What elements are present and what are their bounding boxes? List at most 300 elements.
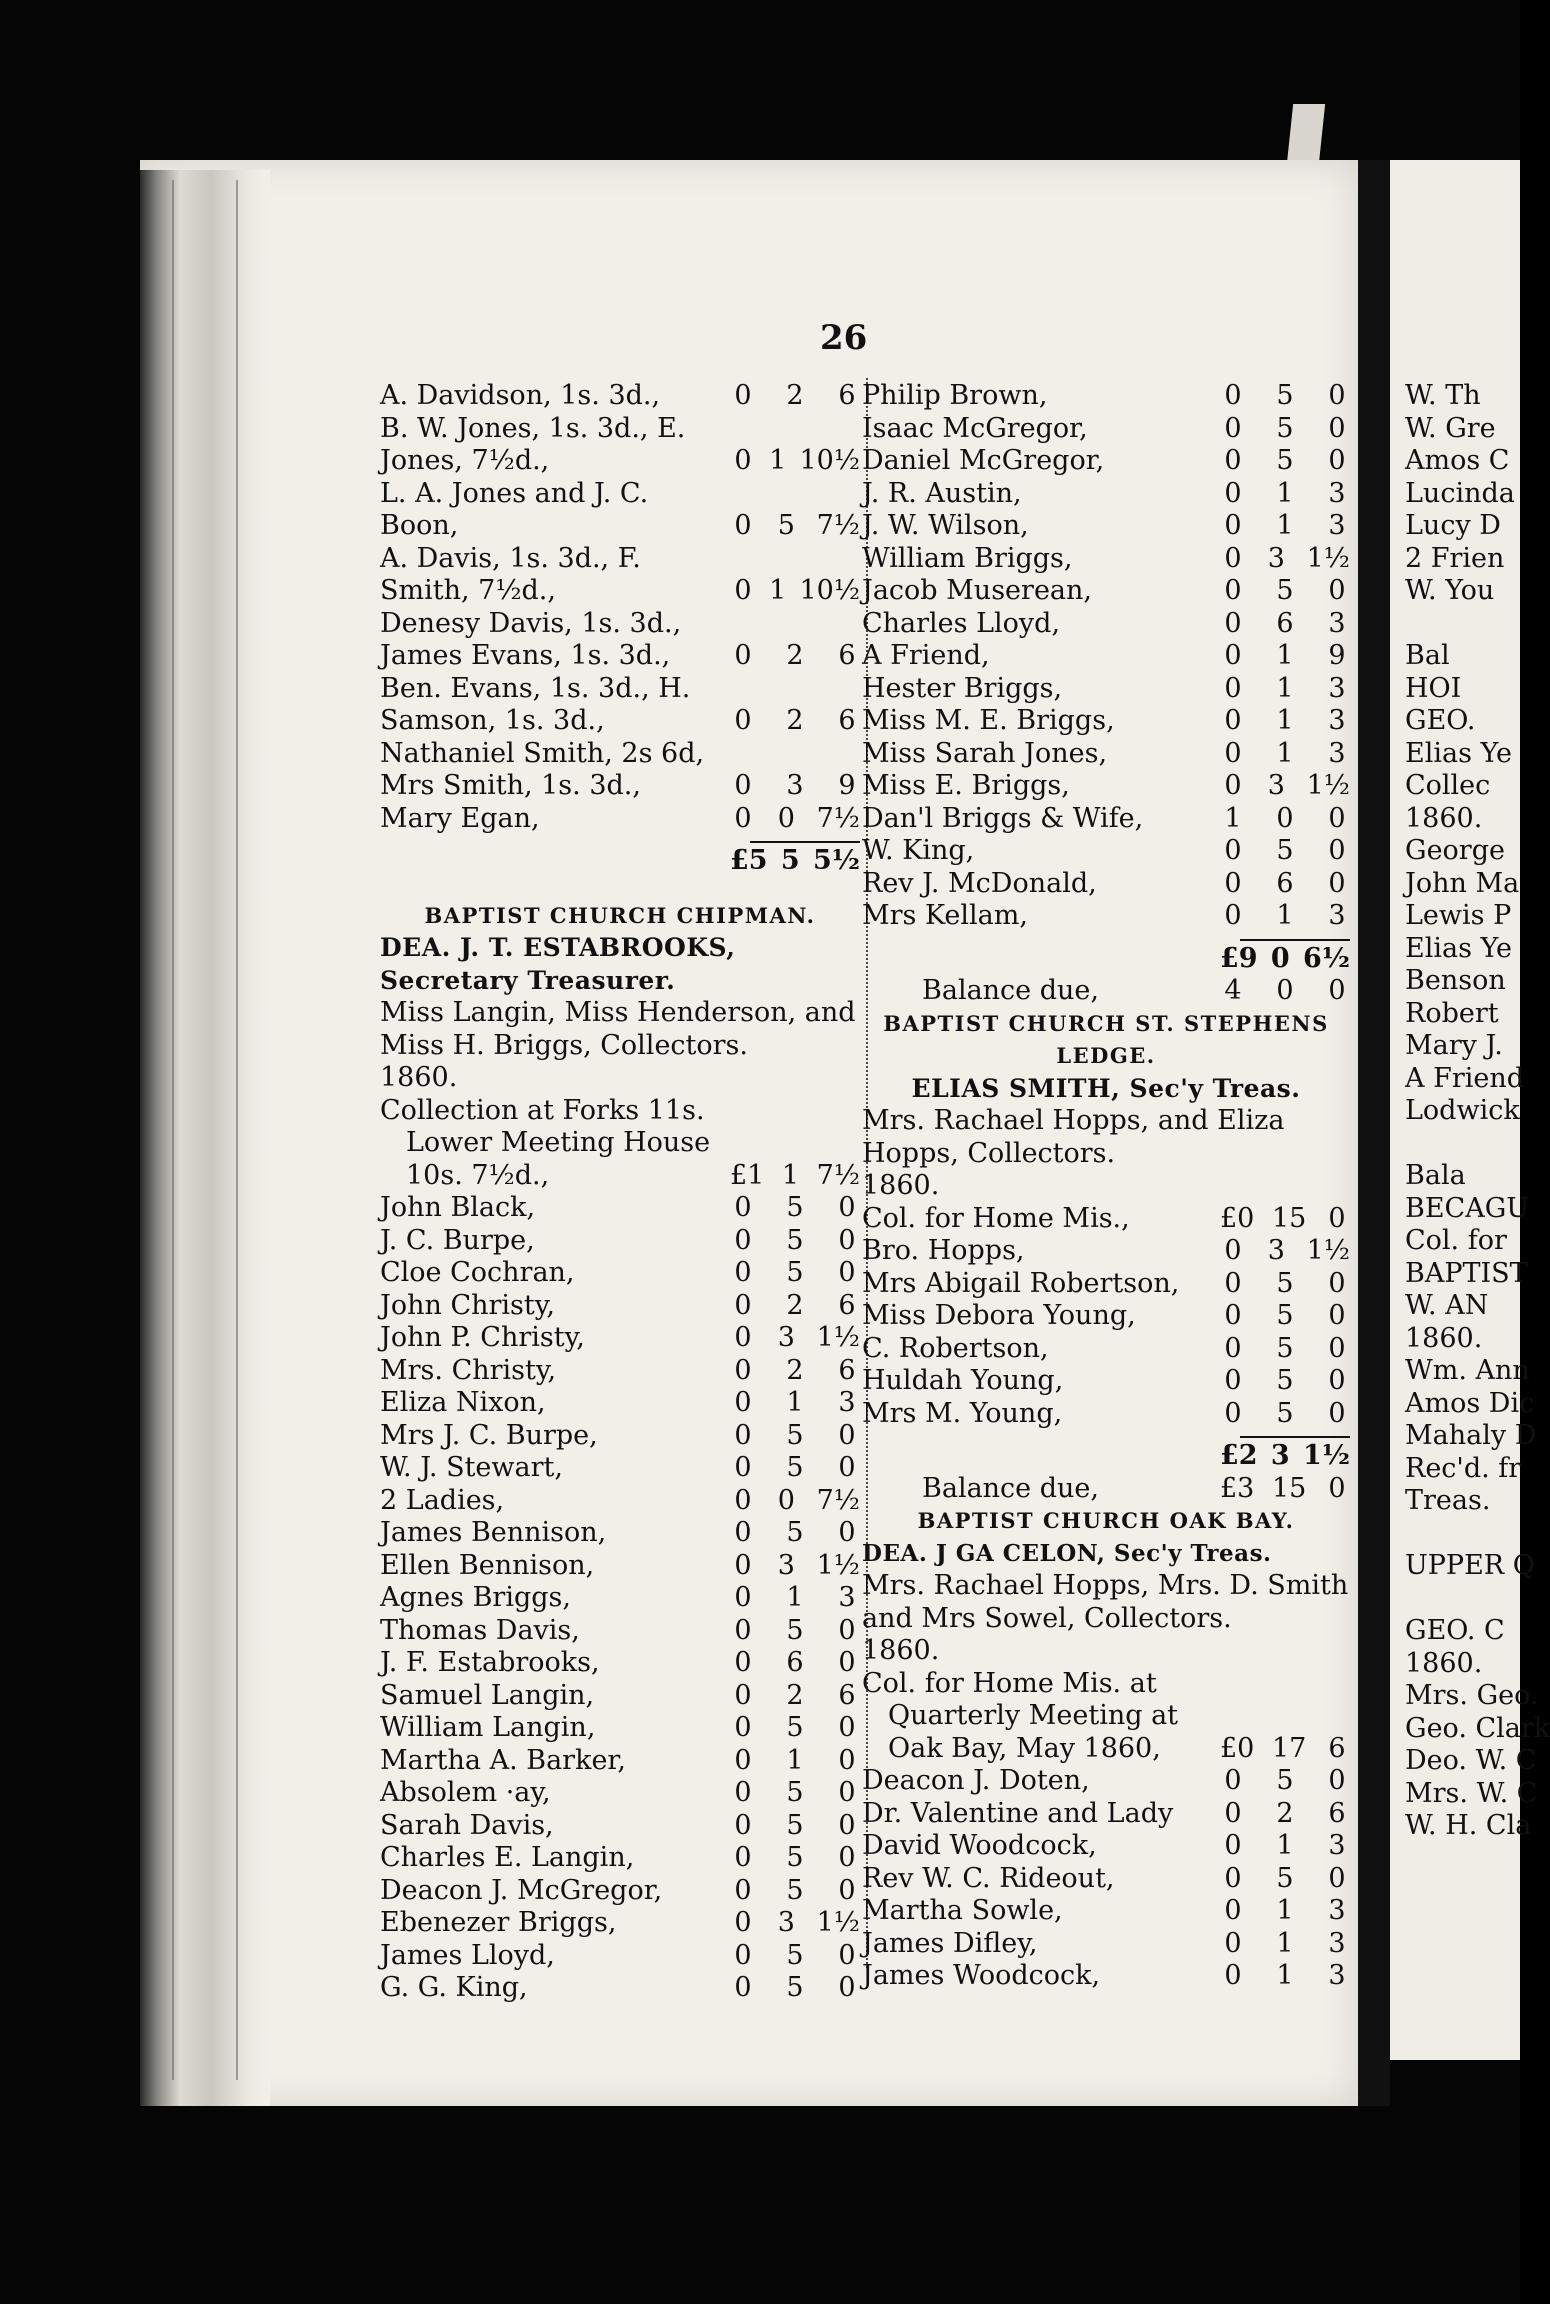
- right-fragment-line: George: [1405, 835, 1505, 866]
- right-fragment-line: W. Gre: [1405, 412, 1496, 444]
- balance-entry: [862, 1473, 1350, 1506]
- amount-pounds: 0: [734, 1647, 752, 1678]
- amount: [730, 1452, 860, 1485]
- entry-name: Col. for Home Mis.,: [862, 1202, 1130, 1234]
- right-fragment-line: Lodwick: [1405, 1095, 1520, 1126]
- amount-shillings: 5: [780, 845, 800, 876]
- amount-pence: 0: [838, 1419, 856, 1451]
- secretary-line: DEA. J GA CELON, Sec'y Treas.: [862, 1539, 1272, 1567]
- amount-shillings: 3: [777, 1322, 795, 1353]
- amount-pounds: 0: [734, 1744, 752, 1776]
- amount: [730, 1387, 860, 1420]
- amount-pounds: £0: [1220, 1732, 1255, 1764]
- right-fragment-line: W. AN: [1405, 1290, 1489, 1321]
- amount-shillings: 5: [1276, 445, 1294, 476]
- right-fragment-line: Mrs. Geo.: [1405, 1680, 1539, 1711]
- amount: [730, 510, 860, 543]
- right-fragment-line: [1405, 1583, 1520, 1616]
- entry-row: [862, 510, 1350, 543]
- entry-name: J. W. Wilson,: [862, 510, 1029, 541]
- entry-name: C. Robertson,: [862, 1332, 1049, 1364]
- amount-shillings: 1: [1276, 737, 1294, 769]
- amount: [1220, 413, 1350, 446]
- amount-shillings: 3: [1267, 542, 1285, 574]
- amount-pounds: 0: [734, 510, 752, 541]
- entry-row: [862, 413, 1350, 446]
- amount: [1220, 575, 1350, 608]
- amount-shillings: 1: [1276, 477, 1294, 509]
- right-fragment-line: Treas.: [1405, 1485, 1491, 1516]
- entry-row: [862, 380, 1350, 413]
- collection-line: Collection at Forks 11s.: [380, 1094, 705, 1126]
- amount-pence: 0: [838, 1939, 856, 1971]
- section-heading: BAPTIST CHURCH OAK BAY.: [917, 1508, 1295, 1533]
- amount-pounds: £9: [1220, 942, 1258, 974]
- amount: [1220, 1300, 1350, 1333]
- right-fragment-line: Lewis P: [1405, 900, 1512, 931]
- amount-pounds: 0: [734, 1387, 752, 1418]
- amount-pence: 0: [1328, 802, 1346, 834]
- entry-name: Miss Sarah Jones,: [862, 737, 1108, 769]
- amount-pence: 10½: [799, 445, 860, 476]
- amount-shillings: 5: [786, 1874, 804, 1906]
- entry-row: [380, 1290, 860, 1323]
- entry-row: [862, 1333, 1350, 1366]
- right-fragment-line: Deo. W. C: [1405, 1745, 1537, 1776]
- amount: [1220, 478, 1350, 511]
- amount-shillings: 0: [1276, 802, 1294, 834]
- entry-name: Philip Brown,: [862, 380, 1048, 411]
- entry-row: [862, 803, 1350, 836]
- amount-pounds: 0: [1224, 705, 1242, 736]
- entry-row: [380, 1550, 860, 1583]
- right-fragment-line: Collec: [1405, 770, 1491, 801]
- amount: [1220, 943, 1350, 976]
- right-fragment-line: A Friend: [1405, 1062, 1525, 1094]
- entry-name: Eliza Nixon,: [380, 1387, 546, 1418]
- amount-shillings: 1: [781, 1159, 800, 1191]
- amount-pence: 0: [1328, 867, 1346, 899]
- amount-pounds: 0: [734, 1257, 752, 1288]
- entry-row: [862, 1765, 1350, 1798]
- amount-pence: 0: [838, 1257, 856, 1288]
- amount-shillings: 5: [1276, 1365, 1294, 1396]
- entry-row: [862, 1895, 1350, 1928]
- entry-row: [380, 1647, 860, 1680]
- right-fragment-line: Mary J.: [1405, 1030, 1503, 1061]
- amount: [1220, 803, 1350, 836]
- right-fragment-line: [1405, 608, 1520, 641]
- book-gutter: [1358, 160, 1390, 2106]
- amount: [730, 1810, 860, 1843]
- amount: [1220, 1960, 1350, 1993]
- amount-shillings: 5: [1276, 1300, 1294, 1331]
- right-fragment-line: [1405, 1518, 1520, 1551]
- entry-name: Rev J. McDonald,: [862, 867, 1097, 899]
- entry-row: [862, 1398, 1350, 1431]
- entry-row: [862, 738, 1350, 771]
- entry-name: John Christy,: [380, 1289, 555, 1321]
- collectors-line: Miss Langin, Miss Henderson, and Miss H. Briggs, Collectors.: [380, 997, 856, 1061]
- amount-pounds: 0: [1224, 867, 1242, 899]
- right-fragment-line: Bala: [1405, 1160, 1466, 1191]
- entry-row: [380, 1355, 860, 1388]
- amount-shillings: 15: [1272, 1472, 1307, 1504]
- amount-pence: 6: [838, 1354, 856, 1386]
- secretary-line: DEA. J. T. ESTABROOKS, Secretary Treasurer.: [380, 933, 736, 995]
- balance-entry: [862, 975, 1350, 1008]
- amount-shillings: 1: [769, 575, 787, 606]
- entry-row: [380, 1615, 860, 1648]
- amount-pounds: 0: [1224, 607, 1242, 639]
- section-heading: BAPTIST CHURCH ST. STEPHENS LEDGE.: [883, 1010, 1329, 1068]
- entry-row: [380, 738, 860, 803]
- amount-pounds: 0: [734, 1614, 752, 1646]
- amount-pence: 0: [1328, 380, 1346, 411]
- amount-shillings: 5: [786, 1419, 804, 1451]
- amount-pounds: 0: [1224, 412, 1242, 444]
- entry-row: [380, 1387, 860, 1420]
- amount-pounds: 0: [1224, 1365, 1242, 1396]
- entry-row: [862, 900, 1350, 933]
- entry-row: [862, 1365, 1350, 1398]
- entry-row: [380, 1810, 860, 1843]
- collection-line: Col. for Home Mis. at: [862, 1667, 1157, 1699]
- amount-shillings: 1: [769, 445, 787, 476]
- amount: [1220, 1365, 1350, 1398]
- amount-pounds: 0: [1224, 477, 1242, 509]
- amount-shillings: 3: [1267, 770, 1285, 801]
- middle-entries-a: [862, 380, 1350, 933]
- amount: [1220, 640, 1350, 673]
- amount-pence: 7½: [816, 1159, 860, 1191]
- amount-shillings: 1: [1276, 672, 1294, 704]
- right-fragment-line: Lucy D: [1405, 510, 1501, 541]
- right-fragment-line: 1860.: [1405, 1647, 1483, 1679]
- amount-shillings: 3: [1267, 1235, 1285, 1266]
- amount: [1220, 608, 1350, 641]
- amount-pounds: 0: [1224, 1927, 1242, 1959]
- entry-row: [862, 1300, 1350, 1333]
- entry-name: James Lloyd,: [380, 1939, 555, 1971]
- amount-pence: 6: [1328, 1732, 1346, 1764]
- middle-entries-c: [862, 1765, 1350, 1993]
- amount-shillings: 5: [786, 1452, 804, 1483]
- amount-pounds: 0: [1224, 640, 1242, 671]
- amount-pence: 5½: [813, 845, 860, 876]
- entry-row: [380, 1842, 860, 1875]
- sum-rule: [1240, 939, 1350, 941]
- entry-name: Denesy Davis, 1s. 3d., James Evans, 1s. 3d.,: [380, 607, 682, 671]
- amount-shillings: 5: [786, 1712, 804, 1743]
- entry-name: David Woodcock,: [862, 1830, 1097, 1861]
- amount-pounds: 1: [1224, 802, 1242, 834]
- amount: [730, 575, 860, 608]
- amount: [730, 845, 860, 878]
- amount-pounds: 0: [1224, 510, 1242, 541]
- amount-pence: 0: [1328, 1397, 1346, 1429]
- entry-name: Charles Lloyd,: [862, 607, 1061, 639]
- entry-row: [380, 1452, 860, 1485]
- amount-shillings: 5: [786, 1517, 804, 1548]
- amount-shillings: 1: [786, 1387, 804, 1418]
- entry-name: Mary Egan,: [380, 802, 540, 834]
- amount: [730, 1322, 860, 1355]
- amount: [730, 770, 860, 803]
- amount-pounds: 0: [734, 1679, 752, 1711]
- amount: [730, 1875, 860, 1908]
- amount-shillings: 5: [786, 1842, 804, 1873]
- amount-pence: 0: [1328, 1765, 1346, 1796]
- amount-pence: 9: [838, 770, 856, 801]
- amount: [1220, 1798, 1350, 1831]
- amount: [730, 1192, 860, 1225]
- entry-row: [380, 1582, 860, 1615]
- amount: [730, 1160, 860, 1193]
- right-fragment-line: Wm. Ann: [1405, 1355, 1530, 1386]
- amount: [730, 1290, 860, 1323]
- collection-line: Lower Meeting House: [406, 1127, 711, 1158]
- amount-pounds: 0: [734, 1549, 752, 1581]
- amount-pence: 6½: [1303, 942, 1350, 974]
- amount-pence: 3: [1328, 672, 1346, 704]
- entry-row: [862, 1928, 1350, 1961]
- amount: [1220, 770, 1350, 803]
- amount: [730, 705, 860, 738]
- amount-pence: 0: [838, 1972, 856, 2003]
- amount-shillings: 5: [786, 1777, 804, 1808]
- amount-pence: 7½: [816, 1484, 860, 1516]
- entry-name: Deacon J. Doten,: [862, 1765, 1090, 1796]
- amount: [1220, 1440, 1350, 1473]
- entry-name: Martha A. Barker,: [380, 1744, 626, 1776]
- amount-pence: 6: [838, 705, 856, 736]
- entry-name: L. A. Jones and J. C. Boon,: [380, 477, 649, 541]
- amount-pence: 3: [1328, 607, 1346, 639]
- entry-row: [380, 1777, 860, 1810]
- amount: [730, 1485, 860, 1518]
- amount-pounds: 0: [1224, 445, 1242, 476]
- entry-row: [380, 1940, 860, 1973]
- amount: [1220, 1333, 1350, 1366]
- entry-name: J. F. Estabrooks,: [380, 1647, 600, 1678]
- amount-pounds: £3: [1220, 1472, 1255, 1504]
- amount-pounds: 0: [734, 1712, 752, 1743]
- right-fragment-line: UPPER Q: [1405, 1550, 1535, 1581]
- amount-pence: 3: [1328, 1895, 1346, 1926]
- entry-row: [380, 1485, 860, 1518]
- amount-shillings: 2: [786, 380, 804, 411]
- amount-shillings: 6: [1276, 607, 1294, 639]
- year-line: 1860.: [862, 1170, 940, 1201]
- amount-shillings: 3: [1270, 1440, 1290, 1471]
- entry-name: Isaac McGregor,: [862, 412, 1088, 444]
- amount-pence: 0: [1328, 1300, 1346, 1331]
- page-tab-edge: [1287, 104, 1325, 164]
- amount-shillings: 15: [1272, 1202, 1307, 1234]
- entry-row: [862, 1830, 1350, 1863]
- amount-shillings: 0: [777, 802, 795, 834]
- right-fragment-line: W. H. Cla: [1405, 1810, 1532, 1841]
- balance-label: Balance due,: [922, 1472, 1099, 1504]
- amount: [1220, 1473, 1350, 1506]
- entry-name: Agnes Briggs,: [380, 1582, 571, 1613]
- amount-pence: 3: [1328, 737, 1346, 769]
- amount: [730, 445, 860, 478]
- amount-pounds: 0: [734, 1354, 752, 1386]
- entry-name: James Difley,: [862, 1927, 1038, 1959]
- amount-pence: 1½: [1306, 770, 1350, 801]
- right-fragment-line: Benson: [1405, 965, 1506, 996]
- amount-shillings: 5: [1276, 1862, 1294, 1894]
- amount: [730, 1680, 860, 1713]
- right-fragment-line: Lucinda: [1405, 477, 1515, 509]
- amount: [1220, 1830, 1350, 1863]
- amount: [730, 803, 860, 836]
- amount-pence: 3: [1328, 510, 1346, 541]
- amount-pence: 0: [838, 1712, 856, 1743]
- entry-row: [862, 608, 1350, 641]
- entry-row: [862, 770, 1350, 803]
- amount-pence: 6: [838, 380, 856, 411]
- amount: [730, 1225, 860, 1258]
- entry-name: Rev W. C. Rideout,: [862, 1862, 1115, 1894]
- amount-pounds: 0: [1224, 1862, 1242, 1894]
- amount-pounds: 0: [1224, 542, 1242, 574]
- amount-shillings: 5: [786, 1972, 804, 2003]
- amount-shillings: 5: [1276, 1332, 1294, 1364]
- entry-name: Deacon J. McGregor,: [380, 1874, 663, 1906]
- amount: [730, 1745, 860, 1778]
- entry-name: Cloe Cochran,: [380, 1257, 575, 1288]
- entry-name: Absolem ·ay,: [380, 1777, 551, 1808]
- entry-name: 2 Ladies,: [380, 1484, 505, 1516]
- amount: [1220, 1765, 1350, 1798]
- amount: [1220, 1398, 1350, 1431]
- amount-pence: 0: [838, 1192, 856, 1223]
- section-heading: BAPTIST CHURCH CHIPMAN.: [424, 902, 816, 928]
- amount-shillings: 0: [1276, 975, 1294, 1006]
- amount-pence: 0: [838, 1809, 856, 1841]
- amount: [1220, 510, 1350, 543]
- entry-row: [862, 673, 1350, 706]
- book-binding: [140, 170, 270, 2106]
- right-fragment-line: Robert: [1405, 997, 1499, 1029]
- collection-entry: [862, 1733, 1350, 1766]
- amount-pence: 0: [838, 1874, 856, 1906]
- amount-pounds: 0: [1224, 737, 1242, 769]
- amount-pence: 0: [1328, 412, 1346, 444]
- amount-shillings: 5: [1276, 412, 1294, 444]
- amount-shillings: 2: [1276, 1797, 1294, 1829]
- amount-pounds: 0: [1224, 1895, 1242, 1926]
- amount-pence: 0: [1328, 1267, 1346, 1299]
- amount-pounds: 0: [1224, 1797, 1242, 1829]
- entry-name: Mrs Abigail Robertson,: [862, 1267, 1180, 1299]
- entry-name: James Woodcock,: [862, 1960, 1101, 1991]
- entry-row: [380, 1257, 860, 1290]
- amount-pounds: 0: [1224, 380, 1242, 411]
- amount: [1220, 975, 1350, 1008]
- left-column: [380, 380, 860, 2005]
- entry-row: [862, 478, 1350, 511]
- entry-name: William Langin,: [380, 1712, 596, 1743]
- collection-entry: [380, 1160, 860, 1193]
- entry-name: Miss Debora Young,: [862, 1300, 1136, 1331]
- amount-pounds: 0: [1224, 835, 1242, 866]
- entry-row: [862, 1203, 1350, 1236]
- amount: [730, 1355, 860, 1388]
- entry-name: Mrs Kellam,: [862, 900, 1028, 931]
- amount: [1220, 1268, 1350, 1301]
- amount-pounds: 0: [734, 1582, 752, 1613]
- amount-pounds: 0: [734, 1322, 752, 1353]
- right-fragment-line: W. You: [1405, 575, 1495, 606]
- amount-pence: 1½: [1306, 1235, 1350, 1266]
- entry-row: [380, 413, 860, 478]
- amount-shillings: 2: [786, 1289, 804, 1321]
- amount-shillings: 1: [786, 1744, 804, 1776]
- amount: [1220, 1863, 1350, 1896]
- entry-row: [380, 803, 860, 836]
- amount: [730, 1647, 860, 1680]
- amount-pounds: 0: [1224, 575, 1242, 606]
- entry-row: [380, 1680, 860, 1713]
- entry-name: 10s. 7½d.,: [406, 1159, 550, 1191]
- entry-row: [862, 575, 1350, 608]
- right-fragment-line: Mrs. W. C: [1405, 1777, 1538, 1809]
- amount-pounds: 0: [734, 575, 752, 606]
- amount-shillings: 5: [1276, 1267, 1294, 1299]
- amount-pence: 0: [838, 1777, 856, 1808]
- amount-pence: 3: [1328, 477, 1346, 509]
- entry-name: Huldah Young,: [862, 1365, 1064, 1396]
- left-total-a: [380, 845, 860, 878]
- amount-shillings: 2: [786, 1354, 804, 1386]
- amount-pounds: 0: [1224, 1300, 1242, 1331]
- amount-shillings: 1: [786, 1582, 804, 1613]
- entry-name: Bro. Hopps,: [862, 1235, 1025, 1266]
- entry-name: A Friend,: [862, 640, 990, 671]
- amount-pounds: 0: [1224, 1267, 1242, 1299]
- amount-pence: 6: [838, 1679, 856, 1711]
- entry-name: Ebenezer Briggs,: [380, 1907, 617, 1938]
- amount: [1220, 445, 1350, 478]
- entry-row: [380, 1225, 860, 1258]
- amount-shillings: 5: [786, 1939, 804, 1971]
- right-fragment-line: Elias Ye: [1405, 737, 1512, 769]
- balance-label: Balance due,: [922, 975, 1099, 1006]
- amount-pence: 0: [838, 1517, 856, 1548]
- amount-pence: 3: [1328, 1927, 1346, 1959]
- left-entries-b: [380, 1192, 860, 2005]
- right-fragment-line: Mahaly D: [1405, 1420, 1537, 1451]
- entry-row: [862, 1235, 1350, 1268]
- amount-shillings: 5: [1276, 575, 1294, 606]
- entry-name: Dr. Valentine and Lady: [862, 1797, 1174, 1829]
- amount-pence: 0: [1328, 1472, 1346, 1504]
- page-number: 26: [820, 318, 868, 358]
- amount: [730, 1420, 860, 1453]
- amount: [1220, 868, 1350, 901]
- amount-shillings: 2: [786, 705, 804, 736]
- entry-name: William Briggs,: [862, 542, 1073, 574]
- entry-row: [380, 1517, 860, 1550]
- right-fragment-line: Amos Dic: [1405, 1387, 1535, 1419]
- amount-pounds: 0: [734, 1484, 752, 1516]
- sum-rule: [750, 841, 860, 843]
- left-entries-a: [380, 380, 860, 835]
